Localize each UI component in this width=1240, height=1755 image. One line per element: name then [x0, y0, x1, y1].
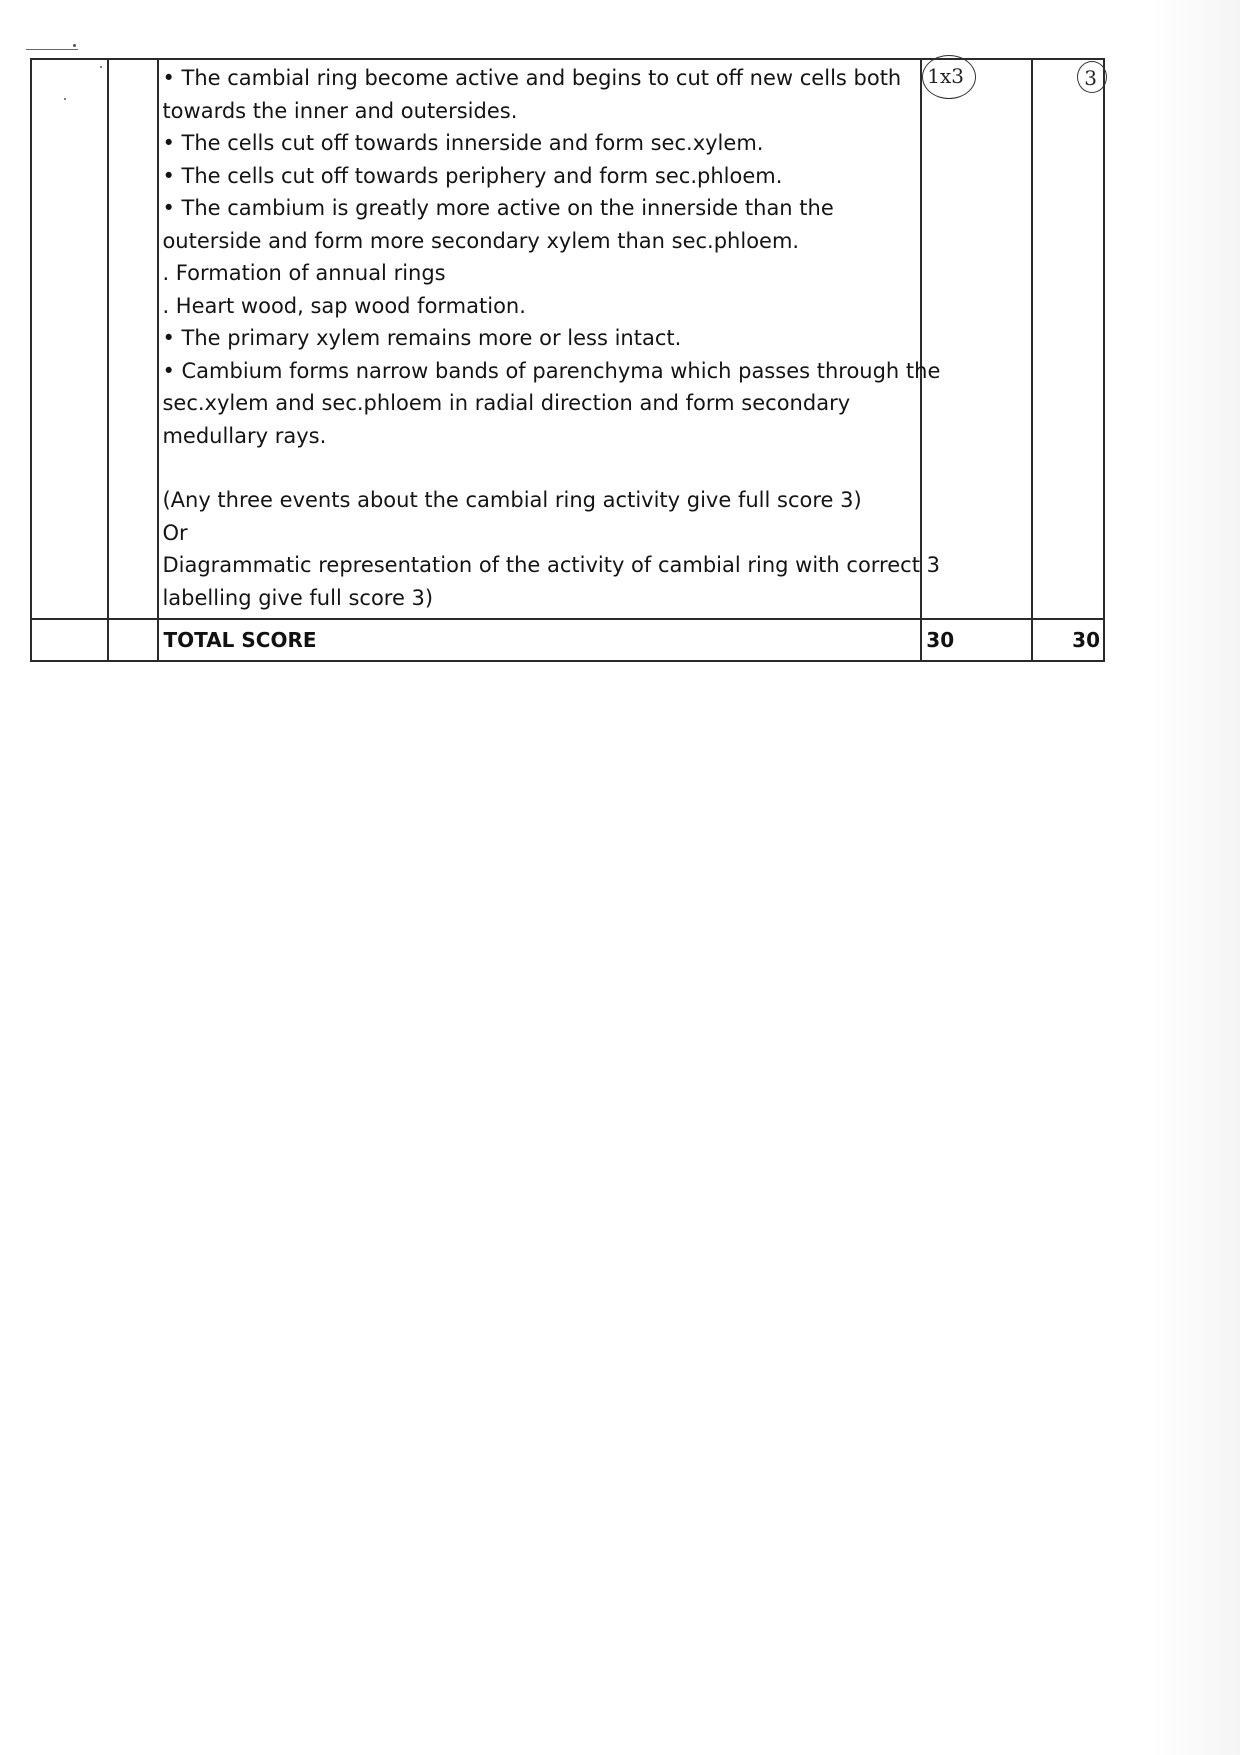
answer-line: • The cambial ring become active and begins to cut off new cells both	[162, 66, 902, 90]
answer-line: outerside and form more secondary xylem than sec.phloem.	[162, 228, 800, 253]
answer-line: . Formation of annual rings	[162, 261, 446, 285]
scoring-scheme-table	[30, 58, 1105, 662]
question-number-cell	[31, 619, 108, 661]
total-marks-value: 30	[921, 619, 1031, 661]
handwritten-circle	[1077, 61, 1107, 93]
answer-line: sec.xylem and sec.phloem in radial direction and form secondary	[162, 391, 851, 415]
page-edge-shadow	[1150, 0, 1240, 1755]
answer-line: towards the inner and outersides.	[162, 98, 518, 123]
scan-mark-line	[26, 49, 78, 50]
total-score-value: 30	[1032, 619, 1104, 661]
sub-question-cell	[108, 59, 158, 619]
answer-line: . Heart wood, sap wood formation.	[162, 293, 526, 318]
total-score-label: TOTAL SCORE	[158, 619, 921, 661]
scoring-note: Diagrammatic representation of the activity of cambial ring with correct 3	[162, 553, 940, 577]
answer-line: • The cells cut off towards innerside and form sec.xylem.	[162, 131, 764, 155]
score-cell	[1032, 59, 1104, 619]
marks-split-value: 1x3	[927, 64, 965, 88]
score-value: 3	[1084, 66, 1097, 90]
scoring-note: (Any three events about the cambial ring activity give full score 3)	[162, 488, 862, 512]
answer-line: • The cells cut off towards periphery and form sec.phloem.	[162, 163, 783, 188]
sub-question-cell	[108, 619, 158, 661]
circled-score	[1084, 66, 1097, 90]
answer-line: • The cambium is greatly more active on the innerside than the	[162, 196, 834, 220]
scoring-note: Or	[162, 520, 188, 545]
answer-key-cell	[158, 59, 941, 619]
marks-split-cell	[921, 59, 1031, 619]
total-row	[31, 619, 1104, 661]
answer-row	[31, 59, 1104, 619]
handwritten-circle	[922, 55, 976, 99]
question-number-cell	[31, 59, 108, 619]
scan-speck	[73, 44, 76, 47]
answer-line: • Cambium forms narrow bands of parenchyma which passes through the	[162, 358, 941, 383]
circled-marks-split	[927, 64, 964, 88]
blank-spacer	[162, 452, 918, 484]
answer-line: • The primary xylem remains more or less intact.	[162, 326, 682, 350]
answer-line: medullary rays.	[162, 423, 327, 448]
scoring-note: labelling give full score 3)	[162, 585, 434, 610]
